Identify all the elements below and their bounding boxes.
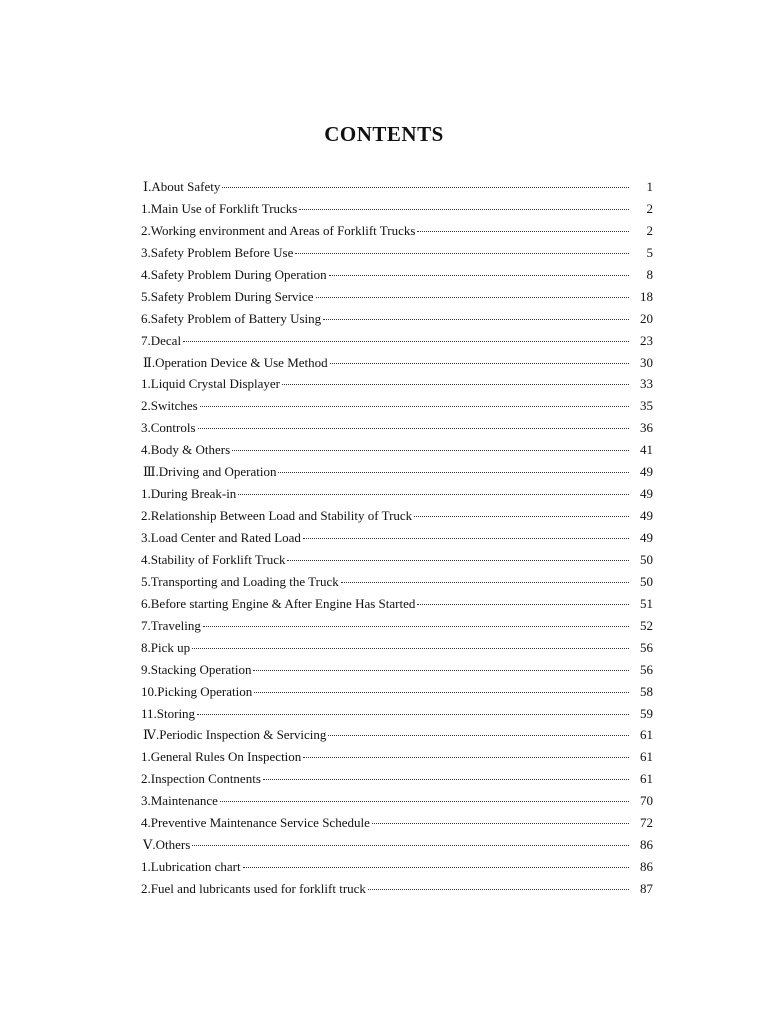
toc-entry-label: 4.Preventive Maintenance Service Schedule	[141, 815, 370, 831]
toc-entry	[141, 681, 653, 703]
toc-entry-page: 50	[640, 551, 653, 567]
toc-entry-page: 70	[640, 793, 653, 809]
toc-entry	[141, 242, 653, 264]
page-title: CONTENTS	[324, 122, 444, 146]
toc-entry-page: 49	[640, 530, 653, 545]
toc-entry	[141, 308, 653, 330]
toc-entry	[141, 395, 653, 417]
toc-entry	[141, 527, 653, 549]
dot-leader	[417, 230, 629, 232]
toc-entry	[141, 790, 653, 812]
dot-leader	[287, 559, 629, 561]
toc-entry-label: Ⅳ.Periodic Inspection & Servicing	[143, 727, 327, 743]
dot-leader	[192, 844, 629, 846]
dot-leader	[372, 822, 629, 824]
toc-entry-page: 20	[640, 310, 653, 326]
toc-entry-page: 30	[640, 354, 653, 370]
toc-entry	[141, 220, 653, 242]
toc-entry-label: 5.Safety Problem During Service	[141, 288, 314, 304]
dot-leader	[330, 362, 629, 364]
toc-entry	[141, 176, 653, 198]
toc-entry-page: 1	[646, 179, 653, 194]
dot-leader	[278, 471, 629, 473]
dot-leader	[341, 581, 629, 583]
toc-entry-label: Ⅲ.Driving and Operation	[143, 464, 277, 480]
toc-entry-page: 58	[640, 683, 653, 699]
toc-entry-label: 6.Before starting Engine & After Engine Has Started	[141, 595, 416, 611]
toc-entry-page: 59	[640, 705, 653, 721]
toc-entry-label: 1.During Break-in	[141, 486, 237, 502]
toc-entry	[141, 264, 653, 286]
toc-entry	[141, 856, 653, 878]
dot-leader	[263, 778, 629, 780]
toc-entry-label: 2.Relationship Between Load and Stability of Truck	[141, 508, 413, 524]
dot-leader	[323, 318, 629, 320]
toc-entry-label: 1.General Rules On Inspection	[141, 749, 302, 765]
toc-entry-label: 4.Safety Problem During Operation	[141, 266, 327, 282]
dot-leader	[417, 603, 629, 605]
dot-leader	[254, 691, 629, 693]
toc-entry-page: 61	[640, 727, 653, 743]
toc-entry-label: 1.Lubrication chart	[141, 859, 241, 875]
toc-entry-page: 49	[640, 508, 653, 524]
dot-leader	[220, 800, 629, 802]
toc-entry-label: 6.Safety Problem of Battery Using	[141, 310, 322, 326]
dot-leader	[329, 274, 629, 276]
dot-leader	[198, 427, 629, 429]
toc-entry-page: 41	[640, 442, 653, 458]
toc-entry	[141, 768, 653, 790]
dot-leader	[299, 208, 629, 210]
toc-entry-label: 3.Safety Problem Before Use	[141, 244, 294, 260]
toc-entry	[141, 461, 653, 483]
toc-entry	[141, 746, 653, 768]
dot-leader	[232, 449, 629, 451]
toc-entry-label: 8.Pick up	[141, 639, 191, 655]
toc-entry	[141, 286, 653, 308]
toc-entry-page: 35	[640, 398, 653, 414]
toc-entry-label: 5.Transporting and Loading the Truck	[141, 573, 339, 589]
toc-entry	[141, 724, 653, 746]
toc-entry-page: 50	[640, 573, 653, 589]
toc-entry-label: 3.Load Center and Rated Load	[141, 530, 301, 545]
dot-leader	[295, 252, 629, 254]
dot-leader	[238, 493, 629, 495]
dot-leader	[282, 383, 629, 385]
toc-entry-page: 52	[640, 617, 653, 633]
toc-entry	[141, 571, 653, 593]
toc-entry-page: 61	[640, 749, 653, 765]
toc-entry-page: 36	[640, 420, 653, 436]
toc-entry-page: 86	[640, 859, 653, 875]
toc-entry-page: 2	[646, 222, 653, 238]
dot-leader	[200, 405, 629, 407]
toc-entry-page: 51	[640, 595, 653, 611]
toc-entry	[141, 483, 653, 505]
toc-entry-page: 72	[640, 815, 653, 831]
toc-entry	[141, 417, 653, 439]
toc-entry-label: Ⅴ.Others	[143, 837, 191, 853]
dot-leader	[303, 537, 629, 539]
table-of-contents	[141, 176, 653, 900]
toc-entry-label: 1.Liquid Crystal Displayer	[141, 376, 281, 392]
toc-entry	[141, 615, 653, 637]
toc-entry-label: 3.Controls	[141, 420, 196, 436]
toc-entry-label: 4.Stability of Forklift Truck	[141, 551, 286, 567]
toc-entry-page: 61	[640, 771, 653, 787]
dot-leader	[243, 866, 629, 868]
toc-entry-label: 2.Working environment and Areas of Forklift Trucks	[141, 222, 416, 238]
toc-entry-page: 49	[640, 486, 653, 502]
dot-leader	[316, 296, 629, 298]
toc-entry	[141, 637, 653, 659]
dot-leader	[253, 669, 629, 671]
toc-entry-label: 3.Maintenance	[141, 793, 218, 809]
toc-entry-page: 8	[646, 266, 653, 282]
toc-entry-label: 10.Picking Operation	[141, 683, 253, 699]
dot-leader	[303, 756, 629, 758]
toc-entry-label: 9.Stacking Operation	[141, 661, 252, 677]
toc-entry-page: 56	[640, 661, 653, 677]
toc-entry-page: 87	[640, 881, 653, 896]
toc-entry-label: 2.Inspection Contnents	[141, 771, 261, 787]
toc-entry-page: 33	[640, 376, 653, 392]
dot-leader	[368, 888, 629, 890]
toc-entry	[141, 703, 653, 725]
dot-leader	[328, 734, 629, 736]
toc-entry-page: 86	[640, 837, 653, 853]
toc-entry	[141, 352, 653, 374]
toc-entry-label: 2.Switches	[141, 398, 198, 414]
toc-entry	[141, 439, 653, 461]
toc-entry	[141, 198, 653, 220]
toc-entry	[141, 593, 653, 615]
toc-entry-page: 49	[640, 464, 653, 480]
toc-entry	[141, 659, 653, 681]
toc-entry	[141, 373, 653, 395]
toc-entry	[141, 549, 653, 571]
toc-entry-label: 11.Storing	[141, 705, 196, 721]
toc-entry-page: 56	[640, 639, 653, 655]
dot-leader	[222, 186, 629, 188]
toc-entry-page: 2	[646, 200, 653, 216]
toc-entry-page: 23	[640, 332, 653, 348]
dot-leader	[203, 625, 629, 627]
toc-entry	[141, 505, 653, 527]
toc-entry-label: Ⅰ.About Safety	[143, 179, 221, 194]
toc-entry	[141, 878, 653, 900]
toc-entry	[141, 812, 653, 834]
toc-entry	[141, 834, 653, 856]
toc-entry	[141, 330, 653, 352]
toc-entry-label: 4.Body & Others	[141, 442, 231, 458]
toc-entry-label: 7.Traveling	[141, 617, 201, 633]
toc-entry-label: 2.Fuel and lubricants used for forklift truck	[141, 881, 366, 896]
dot-leader	[414, 515, 629, 517]
dot-leader	[192, 647, 629, 649]
toc-entry-label: 7.Decal	[141, 332, 182, 348]
dot-leader	[183, 340, 629, 342]
toc-entry-label: Ⅱ.Operation Device & Use Method	[143, 354, 328, 370]
dot-leader	[197, 713, 629, 715]
toc-entry-page: 18	[640, 288, 653, 304]
toc-entry-page: 5	[646, 244, 653, 260]
toc-entry-label: 1.Main Use of Forklift Trucks	[141, 200, 298, 216]
